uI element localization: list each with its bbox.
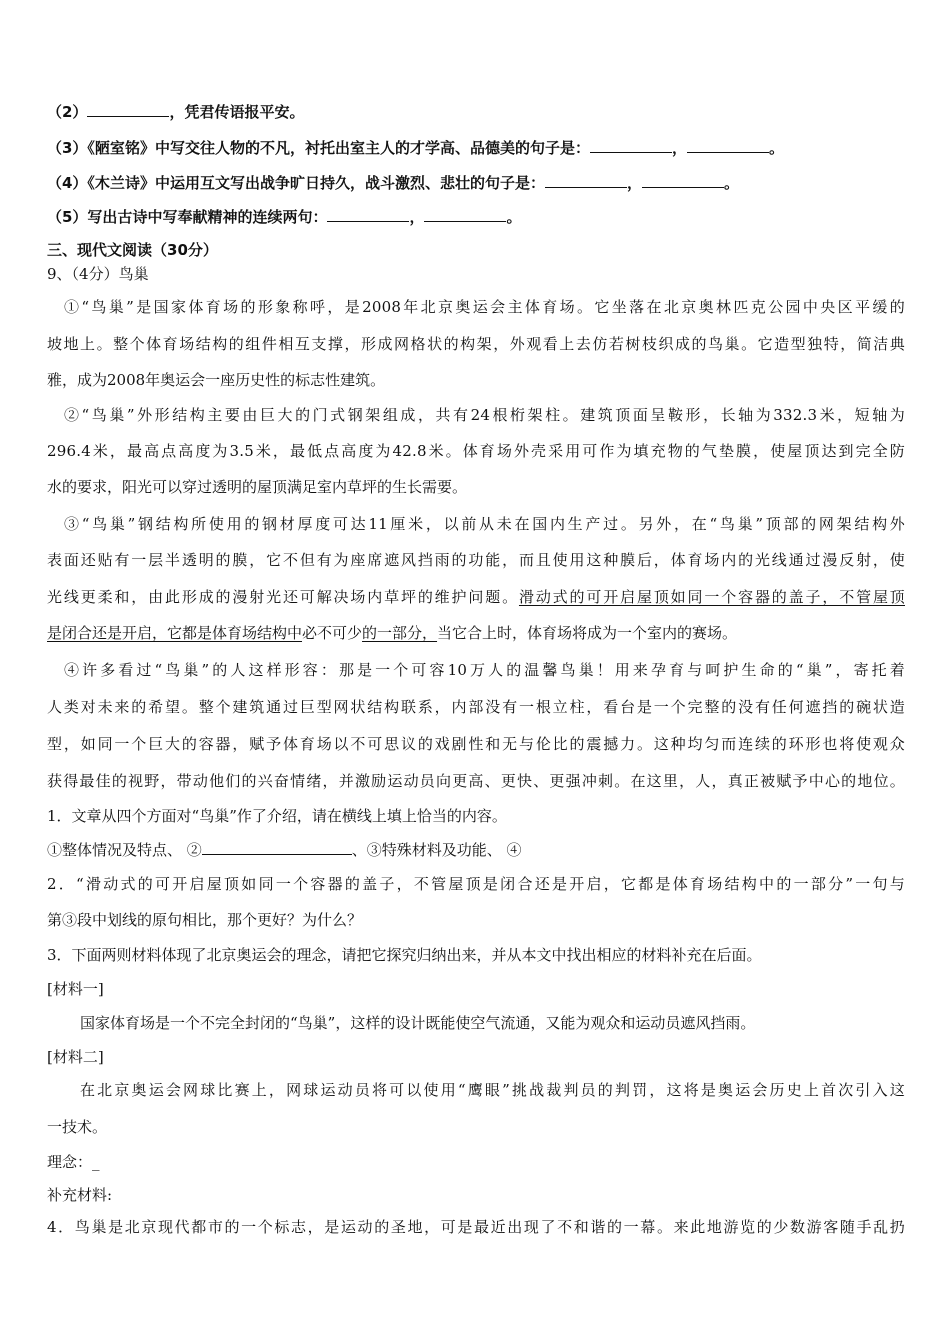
q8-item-3-label: （3）《陋室铭》中写交往人物的不凡，衬托出室主人的才学高、品德美的句子是：: [47, 139, 590, 157]
passage-p1-line3: 雅，成为2008年奥运会一座历史性的标志性建筑。: [47, 371, 386, 389]
material-2-label: [材料二]: [47, 1048, 104, 1066]
q8-item-4-label: （4）《木兰诗》中运用互文写出战争旷日持久，战斗激烈、悲壮的句子是：: [47, 174, 545, 192]
question-2-line2: 第③段中划线的原句相比，那个更好？为什么？: [47, 911, 363, 929]
answer-blank[interactable]: [545, 173, 627, 188]
end-mark: 。: [723, 174, 739, 192]
material-1-label: [材料一]: [47, 980, 104, 998]
question-1-options: [47, 840, 522, 860]
passage-p3-line3: [47, 587, 905, 607]
plain-text: 当它合上时，体育场将成为一个室内的赛场。: [437, 624, 738, 642]
passage-p3-line1: ③“鸟巢”钢结构所使用的钢材厚度可达11厘米，以前从未在国内生产过。另外，在“鸟巢”顶部的网架结构外: [64, 515, 905, 533]
underlined-sentence: 的一部分，: [362, 624, 438, 642]
passage-p4-line1: ④许多看过“鸟巢”的人这样形容：那是一个可容10万人的温馨鸟巢！用来孕育与呵护生命的“巢”，寄托着: [64, 661, 905, 679]
q8-item-4: [47, 173, 739, 193]
end-mark: 。: [506, 208, 522, 226]
passage-p1-line2: 坡地上。整个体育场结构的组件相互支撑，形成网格状的构架，外观看上去仿若树枝织成的鸟巢。它造型独特，简洁典: [47, 335, 905, 353]
plain-text: 光线更柔和，由此形成的漫射光还可解决场内草坪的维护问题。: [47, 588, 519, 606]
answer-blank[interactable]: [327, 207, 409, 222]
q8-item-2-label: （2）: [47, 103, 88, 121]
q8-item-2-text: ，凭君传语报平安。: [169, 103, 305, 121]
separator: ，: [409, 208, 425, 226]
underlined-sentence: 是闭合还是开启，它都是体育场结构中: [47, 624, 303, 642]
q8-item-2: [47, 102, 304, 122]
end-mark: 。: [768, 139, 784, 157]
passage-p3-line4: [47, 623, 737, 643]
passage-p4-line3: 型，如同一个巨大的容器，赋予体育场以不可思议的戏剧性和无与伦比的震撼力。这种均匀而连续的环形也将使观众: [47, 735, 905, 753]
answer-blank[interactable]: [202, 840, 352, 855]
underlined-sentence: 滑动式的可开启屋顶如同一个容器的盖子，不管屋顶: [518, 588, 905, 606]
question-1: 1．文章从四个方面对“鸟巢”作了介绍，请在横线上填上恰当的内容。: [47, 807, 507, 825]
answer-blank[interactable]: [687, 138, 769, 153]
material-1-text: 国家体育场是一个不完全封闭的“鸟巢”，这样的设计既能使空气流通，又能为观众和运动员遮风挡雨。: [80, 1014, 756, 1032]
option-text: 、③特殊材料及功能、 ④: [351, 841, 522, 859]
passage-p3-line2: 表面还贴有一层半透明的膜，它不但有为座席遮风挡雨的功能，而且使用这种膜后，体育场内的光线通过漫反射，使: [47, 551, 905, 569]
passage-p1-line1: ①“鸟巢”是国家体育场的形象称呼，是2008年北京奥运会主体育场。它坐落在北京奥林匹克公园中央区平缓的: [64, 298, 905, 316]
question-3: 3．下面两则材料体现了北京奥运会的理念，请把它探究归纳出来，并从本文中找出相应的材料补充在后面。: [47, 946, 762, 964]
material-2-line1: 在北京奥运会网球比赛上，网球运动员将可以使用“鹰眼”挑战裁判员的判罚，这将是奥运会历史上首次引入这: [80, 1081, 905, 1099]
answer-blank[interactable]: [642, 173, 724, 188]
supplement-label: 补充材料:: [47, 1186, 113, 1204]
answer-blank[interactable]: [424, 207, 506, 222]
q8-item-3: [47, 138, 784, 158]
section-heading: 三、现代文阅读（30分）: [47, 241, 218, 259]
answer-blank[interactable]: [590, 138, 672, 153]
option-text: ①整体情况及特点、 ②: [47, 841, 202, 859]
separator: ，: [626, 174, 642, 192]
answer-blank[interactable]: [87, 102, 169, 117]
q8-item-5: [47, 207, 521, 227]
question-9-title: 9、（4分）鸟巢: [47, 265, 149, 283]
separator: ，: [671, 139, 687, 157]
material-2-line2: 一技术。: [47, 1118, 108, 1136]
passage-p2-line2: 296.4米，最高点高度为3.5米，最低点高度为42.8米。体育场外壳采用可作为填充物的气垫膜，使屋顶达到完全防: [47, 442, 905, 460]
idea-label: 理念：_: [47, 1153, 100, 1171]
plain-text: 必不可少: [302, 624, 363, 642]
passage-p4-line2: 人类对未来的希望。整个建筑通过巨型网状结构联系，内部没有一根立柱，看台是一个完整的没有任何遮挡的碗状造: [47, 698, 905, 716]
passage-p2-line1: ②“鸟巢”外形结构主要由巨大的门式钢架组成，共有24根桁架柱。建筑顶面呈鞍形，长轴为332.3米，短轴为: [64, 406, 905, 424]
passage-p2-line3: 水的要求，阳光可以穿过透明的屋顶满足室内草坪的生长需要。: [47, 478, 468, 496]
q8-item-5-label: （5）写出古诗中写奉献精神的连续两句：: [47, 208, 328, 226]
passage-p4-line4: 获得最佳的视野，带动他们的兴奋情绪，并激励运动员向更高、更快、更强冲刺。在这里，人，真正被赋予中心的地位。: [47, 772, 905, 790]
question-2-line1: 2．“滑动式的可开启屋顶如同一个容器的盖子，不管屋顶是闭合还是开启，它都是体育场结构中的一部分”一句与: [47, 875, 905, 893]
question-4: 4．鸟巢是北京现代都市的一个标志，是运动的圣地，可是最近出现了不和谐的一幕。来此地游览的少数游客随手乱扔: [47, 1218, 905, 1236]
